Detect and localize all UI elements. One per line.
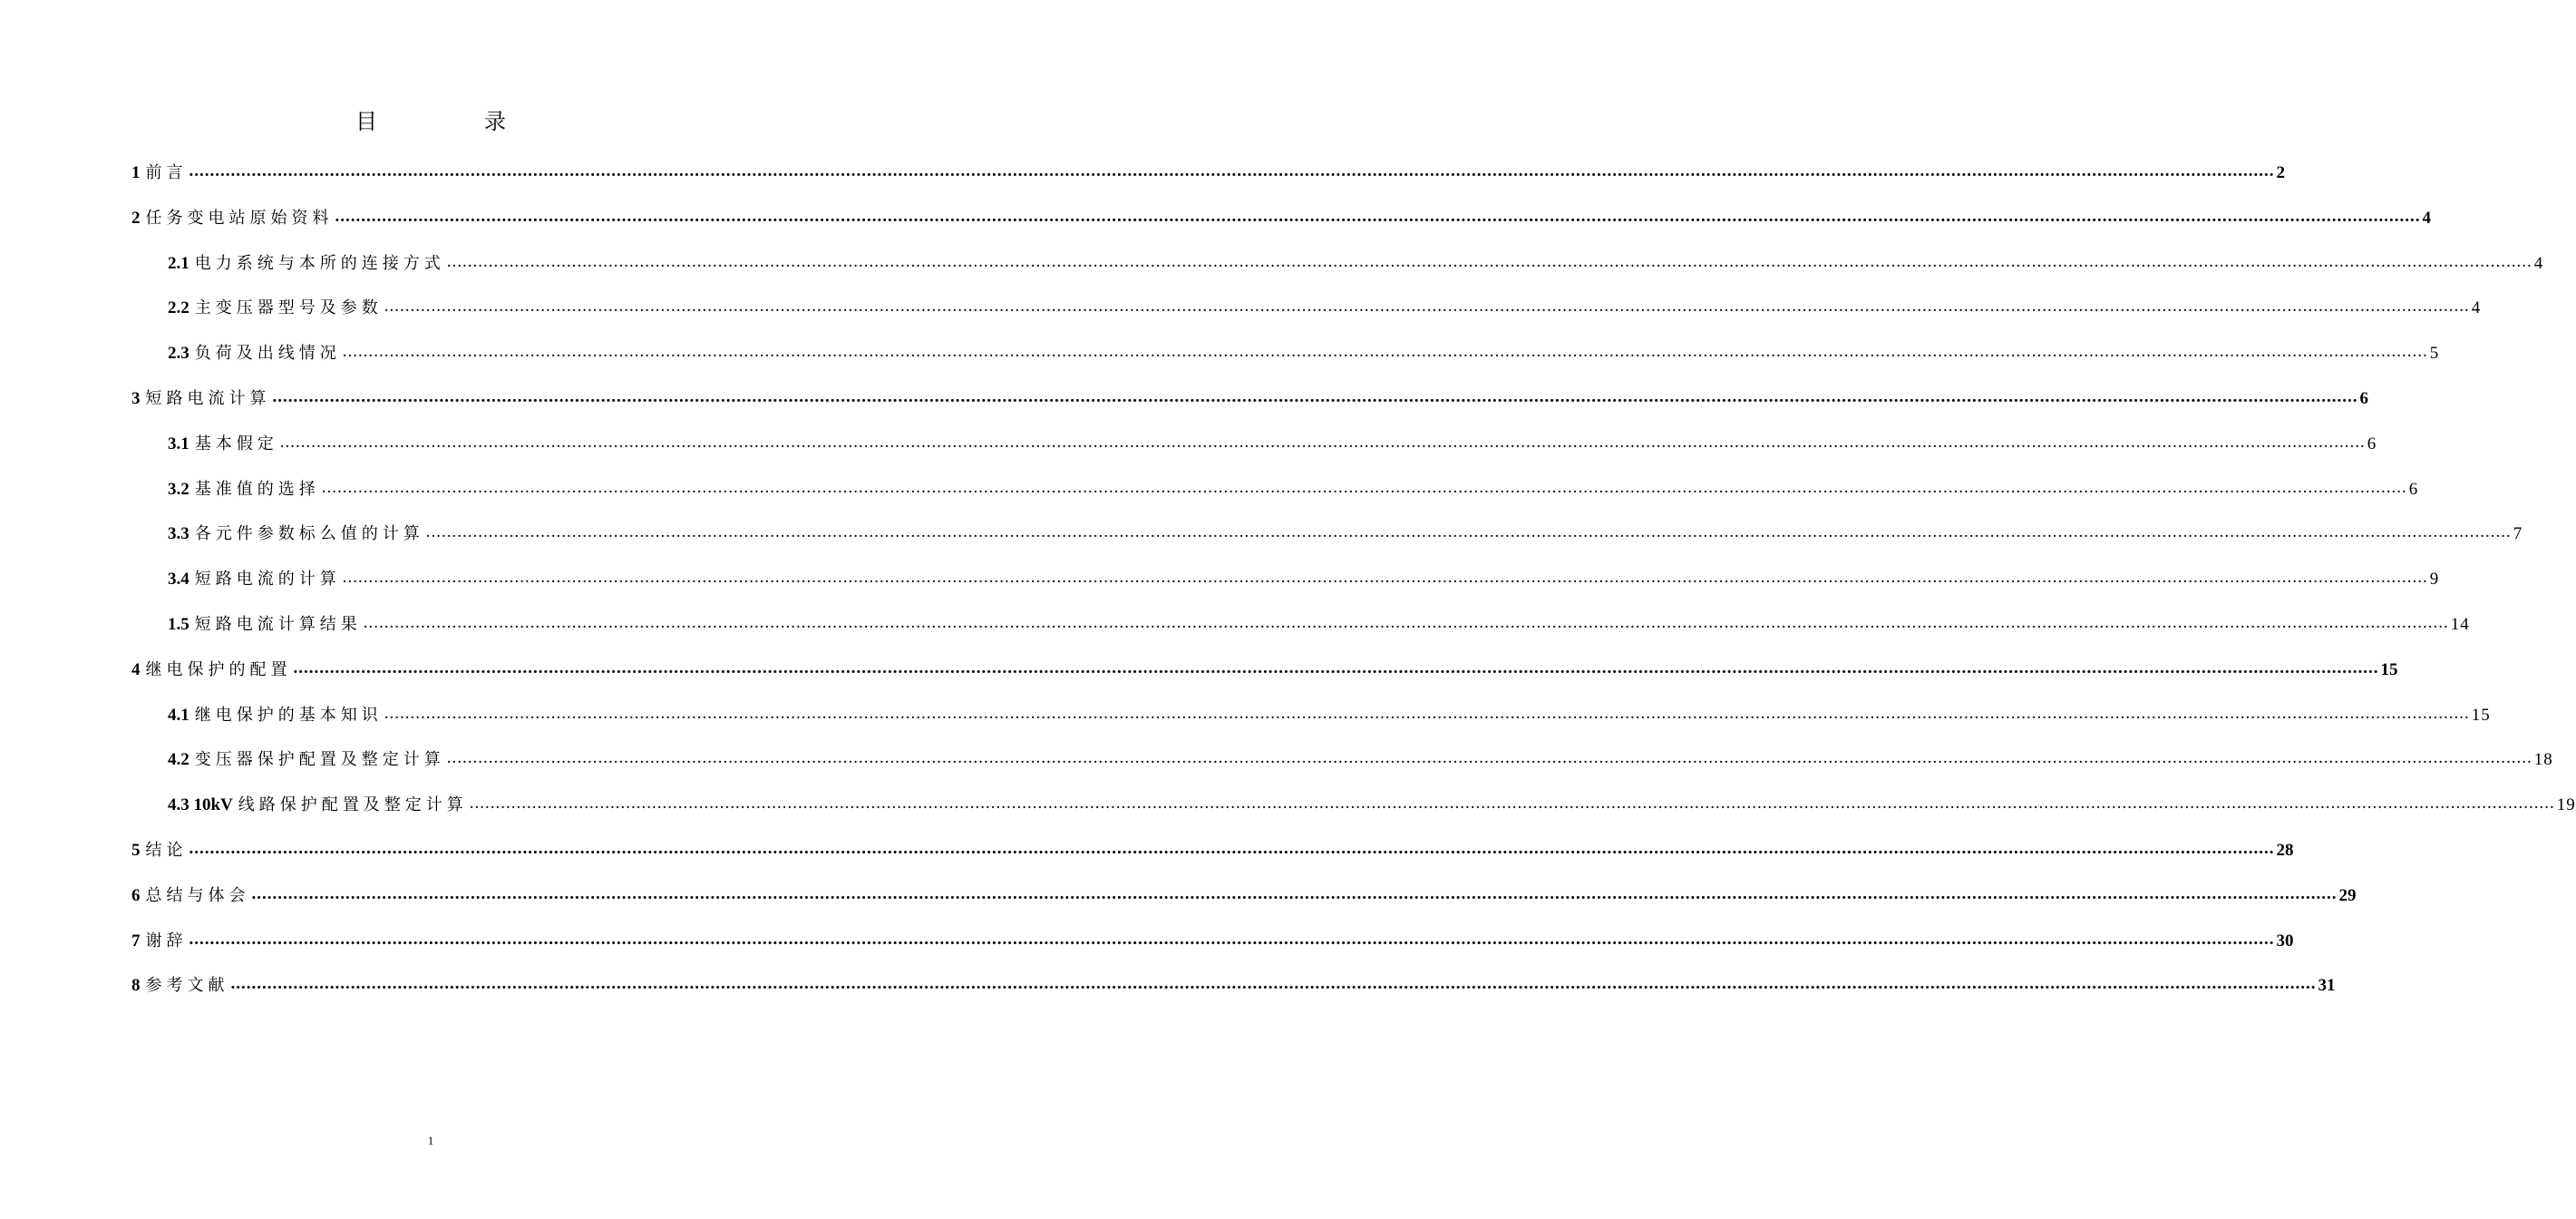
toc-entry-label: 各元件参数标么值的计算 (194, 524, 424, 544)
toc-entry[interactable] (131, 967, 2336, 996)
toc-entry-number: 4.3 10kV (168, 795, 233, 815)
toc-leader-dots: ................................................................................................................................................................................................................................................................................................................................................................................................................ (230, 974, 2317, 994)
toc-entry-label: 线路保护配置及整定计算 (238, 795, 468, 815)
toc-leader-dots: ................................................................................................................................................................................................................................................................................................................................................................................................................ (293, 658, 2379, 678)
toc-leader-dots: ................................................................................................................................................................................................................................................................................................................................................................................................................ (446, 748, 2532, 768)
toc-entry-label: 总结与体会 (145, 885, 250, 905)
toc-title (0, 103, 861, 140)
toc-entry-number: 2.1 (168, 253, 190, 273)
toc-entry-number: 4.2 (168, 750, 190, 770)
toc-entry-number: 3 (131, 389, 141, 408)
toc-title-right: 录 (484, 109, 506, 134)
toc-leader-dots: ................................................................................................................................................................................................................................................................................................................................................................................................................ (384, 297, 2470, 317)
toc-entry[interactable] (131, 877, 2357, 906)
toc-entry-page: 18 (2533, 750, 2553, 770)
toc-entry[interactable] (168, 471, 2419, 500)
toc-entry-page: 2 (2276, 163, 2285, 182)
toc-entry[interactable] (168, 335, 2440, 364)
toc-leader-dots: ................................................................................................................................................................................................................................................................................................................................................................................................................ (425, 522, 2512, 542)
toc-entry-page: 14 (2450, 615, 2470, 634)
toc-entry[interactable] (168, 561, 2440, 590)
toc-entry-label: 短路电流的计算 (194, 570, 341, 590)
toc-entry-label: 主变压器型号及参数 (194, 298, 383, 318)
toc-entry-label: 变压器保护配置及整定计算 (194, 750, 445, 770)
toc-entry-number: 6 (131, 885, 141, 905)
toc-entry-label: 参考文献 (145, 976, 229, 996)
toc-entry[interactable] (168, 245, 2544, 274)
toc-entry-number: 3.1 (168, 434, 190, 453)
toc-leader-dots: ................................................................................................................................................................................................................................................................................................................................................................................................................ (189, 161, 2275, 180)
toc-entry-page: 19 (2556, 795, 2576, 815)
toc-leader-dots: ................................................................................................................................................................................................................................................................................................................................................................................................................ (189, 929, 2275, 949)
toc-entry-page: 15 (2471, 705, 2491, 725)
toc-entry-page: 28 (2276, 841, 2294, 860)
toc-leader-dots: ................................................................................................................................................................................................................................................................................................................................................................................................................ (321, 477, 2407, 497)
toc-leader-dots: ................................................................................................................................................................................................................................................................................................................................................................................................................ (446, 251, 2532, 271)
toc-entry[interactable] (131, 380, 2368, 409)
toc-entry-page: 6 (2359, 389, 2368, 408)
toc-entry-page: 4 (2422, 208, 2431, 228)
toc-entry-number: 3.2 (168, 479, 190, 499)
toc-entry-number: 2.2 (168, 298, 190, 318)
toc-entry[interactable] (131, 200, 2431, 229)
toc-leader-dots: ................................................................................................................................................................................................................................................................................................................................................................................................................ (469, 794, 2555, 814)
toc-entry[interactable] (168, 515, 2523, 544)
toc-leader-dots: ................................................................................................................................................................................................................................................................................................................................................................................................................ (363, 613, 2449, 632)
toc-entry[interactable] (168, 606, 2470, 635)
toc-entry-number: 1.5 (168, 615, 190, 634)
toc-entry-page: 4 (2471, 298, 2482, 318)
toc-entry-number: 3.3 (168, 524, 190, 544)
toc-entry-label: 继电保护的基本知识 (194, 705, 383, 725)
toc-leader-dots: ................................................................................................................................................................................................................................................................................................................................................................................................................ (279, 432, 2366, 452)
toc-entry[interactable] (131, 832, 2294, 861)
toc-leader-dots: ................................................................................................................................................................................................................................................................................................................................................................................................................ (384, 703, 2470, 723)
toc-leader-dots: ................................................................................................................................................................................................................................................................................................................................................................................................................ (335, 206, 2421, 226)
page-number: 1 (427, 1134, 434, 1147)
toc-leader-dots: ................................................................................................................................................................................................................................................................................................................................................................................................................ (189, 839, 2275, 858)
toc-entry[interactable] (168, 289, 2482, 318)
toc-leader-dots: ................................................................................................................................................................................................................................................................................................................................................................................................................ (342, 568, 2428, 588)
toc-title-left: 目 (355, 109, 377, 134)
toc-entry-number: 8 (131, 976, 141, 996)
toc-entry-label: 短路电流计算结果 (194, 615, 362, 634)
toc-leader-dots: ................................................................................................................................................................................................................................................................................................................................................................................................................ (272, 387, 2358, 406)
toc-entry-page: 6 (2408, 479, 2419, 499)
toc-entry-number: 2.3 (168, 344, 190, 364)
toc-entry-label: 任务变电站原始资料 (145, 208, 334, 228)
toc-entry-number: 4 (131, 659, 141, 679)
toc-entry-label: 结论 (145, 841, 188, 860)
toc-entry-number: 5 (131, 841, 141, 860)
toc-entry-label: 继电保护的配置 (145, 659, 292, 679)
toc-entry-label: 短路电流计算 (145, 389, 271, 408)
toc-entry[interactable] (168, 697, 2491, 726)
toc-entry-page: 4 (2533, 253, 2544, 273)
toc-entry-label: 基准值的选择 (194, 479, 320, 499)
toc-entry-page: 7 (2513, 524, 2523, 544)
toc-entry[interactable] (131, 651, 2398, 680)
toc-entry-label: 基本假定 (194, 434, 278, 453)
toc-entry[interactable] (168, 425, 2377, 454)
toc-entry[interactable] (168, 786, 2576, 815)
toc-entry[interactable] (131, 922, 2294, 951)
toc-entry-label: 负荷及出线情况 (194, 344, 341, 364)
toc-entry-page: 15 (2380, 659, 2398, 679)
toc-entry-page: 5 (2429, 344, 2440, 364)
toc-entry-page: 9 (2429, 570, 2440, 590)
toc-entry-label: 谢辞 (145, 931, 188, 951)
toc-entry[interactable] (131, 154, 2285, 183)
toc-entry-label: 电力系统与本所的连接方式 (194, 253, 445, 273)
toc-entry-page: 6 (2367, 434, 2377, 453)
toc-entry-number: 1 (131, 163, 141, 182)
toc-leader-dots: ................................................................................................................................................................................................................................................................................................................................................................................................................ (342, 342, 2428, 362)
toc-entry-page: 31 (2318, 976, 2336, 996)
toc-entry-page: 30 (2276, 931, 2294, 951)
toc-entry[interactable] (168, 741, 2553, 770)
toc-entry-page: 29 (2338, 885, 2357, 905)
toc-entry-number: 4.1 (168, 705, 190, 725)
toc-entry-number: 2 (131, 208, 141, 228)
toc-leader-dots: ................................................................................................................................................................................................................................................................................................................................................................................................................ (251, 883, 2338, 903)
toc-entry-label: 前言 (145, 163, 188, 182)
toc-entry-number: 7 (131, 931, 141, 951)
toc-entry-number: 3.4 (168, 570, 190, 590)
